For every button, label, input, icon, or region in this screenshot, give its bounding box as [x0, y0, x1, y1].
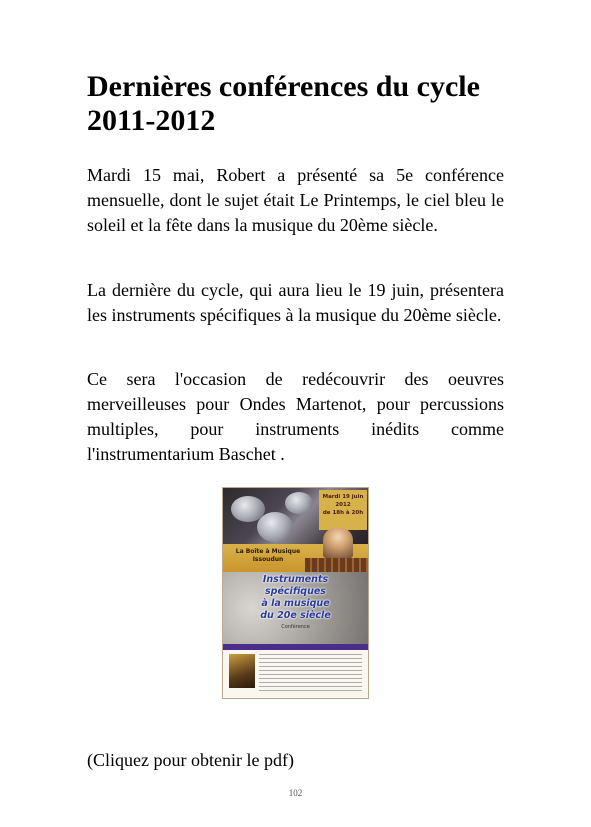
poster-venue	[233, 548, 303, 564]
poster-venue-line: Issoudun	[252, 556, 284, 563]
poster-headline-line: spécifiques	[265, 586, 326, 597]
marimba-keys-image	[305, 558, 368, 572]
poster-venue-line: La Boîte à Musique	[235, 548, 301, 555]
paragraph-2: La dernière du cycle, qui aura lieu le 19 juin, présentera les instruments spécifiques à la musique du 20ème siècle.	[87, 280, 504, 325]
poster-performer-photo	[323, 528, 353, 558]
drum-icon	[257, 512, 293, 542]
poster-headline-line: Instruments	[262, 574, 329, 585]
poster-date	[319, 490, 367, 530]
poster-headline	[229, 574, 362, 622]
poster-date-line: de 18h à 20h	[322, 510, 364, 516]
paragraph-1: Mardi 15 mai, Robert a présenté sa 5e conférence mensuelle, dont le sujet était Le Printemps, le ciel bleu le soleil et la fête dans la musique du 20ème siècle.	[87, 165, 504, 235]
poster-headline-line: du 20e siècle	[260, 610, 331, 621]
pdf-link[interactable]: (Cliquez pour obtenir le pdf)	[87, 750, 294, 770]
poster-image-link[interactable]	[222, 487, 369, 699]
page-title: Dernières conférences du cycle 2011-2012	[87, 70, 480, 137]
poster-headline-line: à la musique	[261, 598, 330, 609]
paragraph-3: Ce sera l'occasion de redécouvrir des oeuvres merveilleuses pour Ondes Martenot, pour percussions multiples, pour instruments inédits comme l'instrumentarium Baschet .	[87, 369, 504, 464]
drum-icon	[285, 492, 313, 514]
poster-fine-print	[259, 654, 362, 692]
poster-thumbnail-image	[229, 654, 255, 688]
poster-date-line: 2012	[335, 502, 351, 508]
poster-subtitle: Conférence	[281, 624, 310, 630]
poster-date-line: Mardi 19 juin	[322, 494, 364, 500]
page-number: 102	[288, 788, 303, 798]
